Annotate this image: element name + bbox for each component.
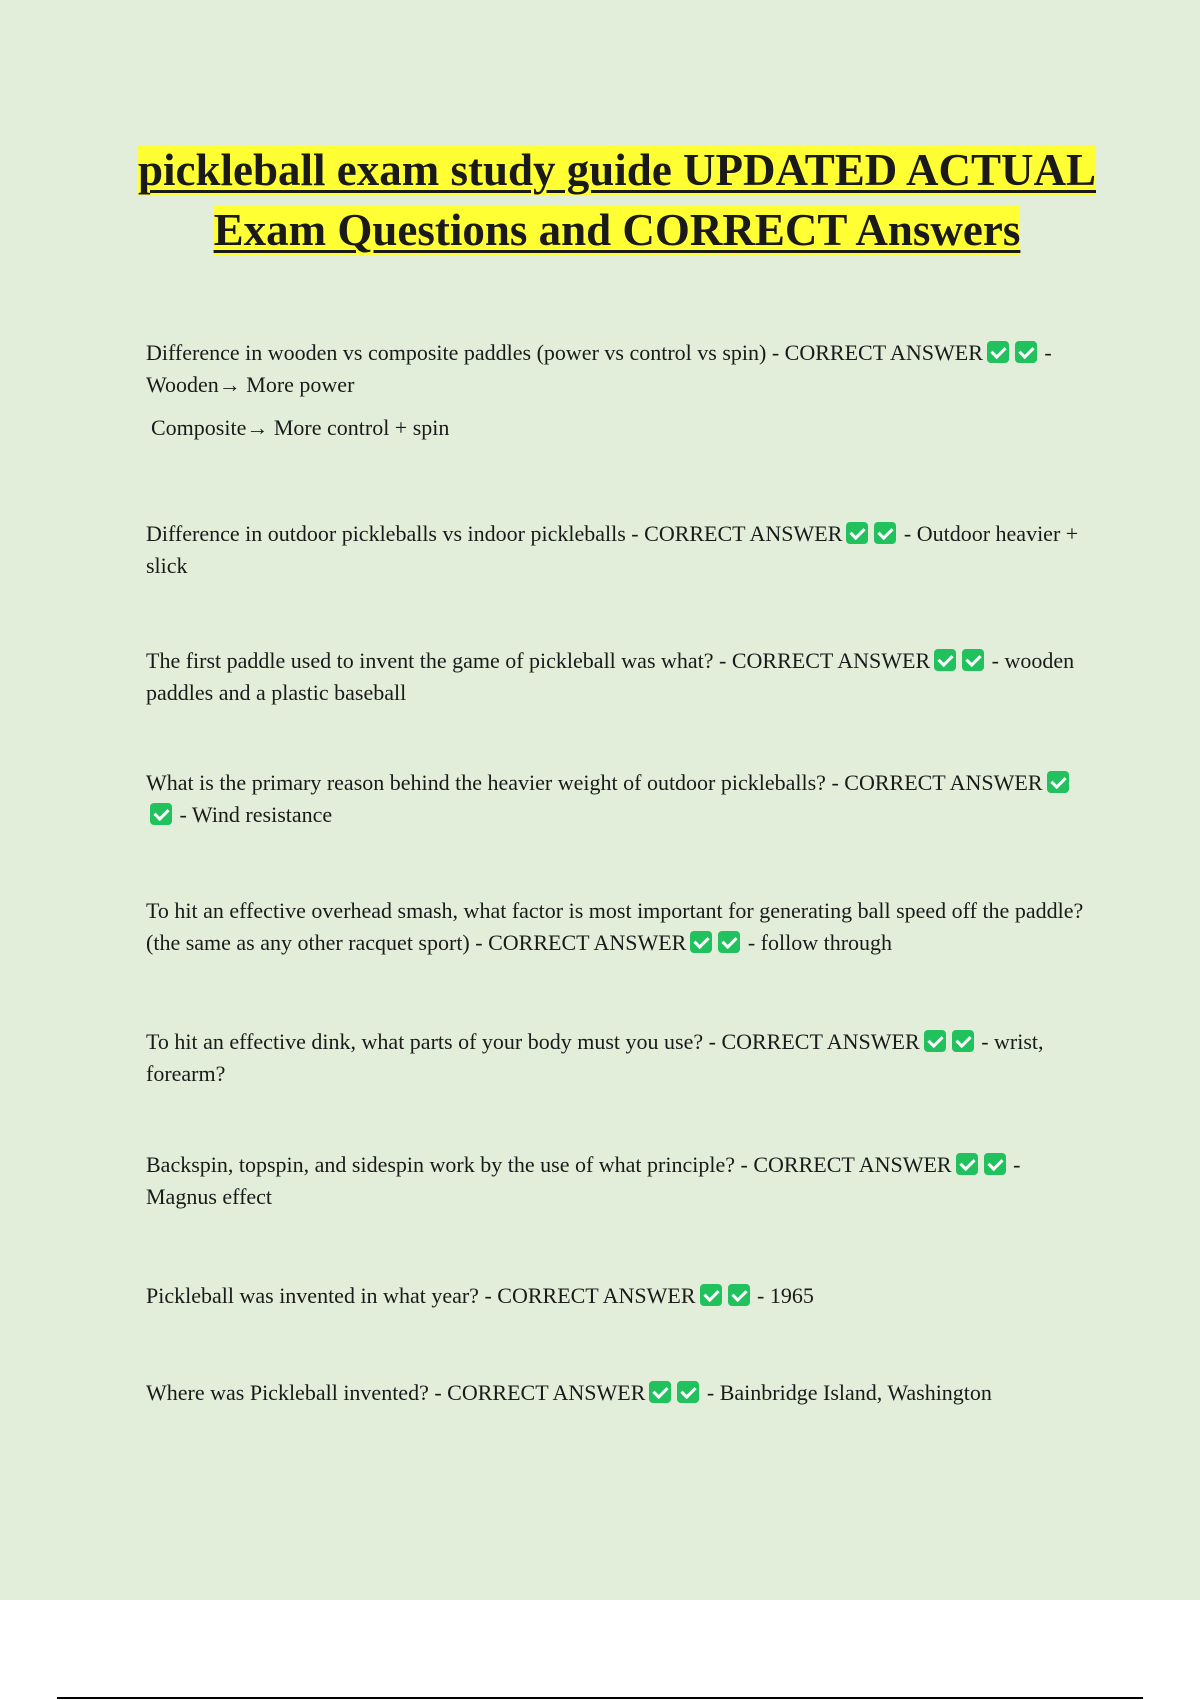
answer-marker: CORRECT ANSWER	[844, 770, 1043, 795]
question-text: What is the primary reason behind the heavier weight of outdoor pickleballs? -	[146, 770, 839, 795]
question-text: Where was Pickleball invented? -	[146, 1380, 442, 1405]
question-text: Difference in outdoor pickleballs vs indoor pickleballs -	[146, 521, 639, 546]
check-icon	[924, 1030, 946, 1052]
qa-item	[146, 1149, 1096, 1213]
check-icon	[700, 1284, 722, 1306]
question-text: Difference in wooden vs composite paddles (power vs control vs spin) -	[146, 340, 780, 365]
question-text: Pickleball was invented in what year? -	[146, 1283, 492, 1308]
answer-marker: CORRECT ANSWER	[731, 648, 931, 673]
answer-marker: CORRECT ANSWER	[488, 930, 687, 955]
check-icon	[874, 522, 896, 544]
answer-text: - Wooden→ More power	[146, 340, 1052, 397]
answer-marker: CORRECT ANSWER	[447, 1380, 646, 1405]
answer-text: - Magnus effect	[146, 1152, 1021, 1209]
answer-text: - Wind resistance	[179, 802, 333, 827]
answer-marker: CORRECT ANSWER	[644, 521, 843, 546]
answer-text: - follow through	[747, 930, 893, 955]
check-icon	[150, 803, 172, 825]
check-icon	[934, 649, 956, 671]
qa-item	[146, 645, 1096, 709]
answer-marker: CORRECT ANSWER	[753, 1152, 952, 1177]
answer-text: - Outdoor heavier + slick	[146, 521, 1079, 578]
check-icon	[649, 1381, 671, 1403]
check-icon	[952, 1030, 974, 1052]
qa-item	[146, 1280, 1096, 1312]
qa-item	[146, 337, 1096, 444]
footer-divider	[57, 1697, 1143, 1699]
check-icon	[956, 1153, 978, 1175]
answer-marker: CORRECT ANSWER	[784, 340, 983, 365]
answer-marker: CORRECT ANSWER	[721, 1029, 920, 1054]
question-text: To hit an effective overhead smash, what factor is most important for generating ball speed off the paddle? (the same as any other racquet sport) -	[146, 898, 1084, 955]
question-text: To hit an effective dink, what parts of your body must you use? -	[146, 1029, 716, 1054]
document-title	[120, 140, 1114, 260]
qa-item	[146, 1377, 1096, 1409]
qa-item	[146, 1026, 1096, 1090]
check-icon	[846, 522, 868, 544]
answer-text: - 1965	[757, 1283, 814, 1308]
answer-marker: CORRECT ANSWER	[497, 1283, 696, 1308]
answer-text: - Bainbridge Island, Washington	[706, 1380, 992, 1405]
question-text: The first paddle used to invent the game of pickleball was what? -	[146, 648, 727, 673]
answer-text: - wrist, forearm?	[146, 1029, 1044, 1086]
question-text: Backspin, topspin, and sidespin work by the use of what principle? -	[146, 1152, 748, 1177]
document-title-text: pickleball exam study guide UPDATED ACTUAL Exam Questions and CORRECT Answers	[137, 145, 1097, 255]
check-icon	[987, 341, 1009, 363]
answer-extra: Composite→ More control + spin	[151, 415, 450, 440]
check-icon	[984, 1153, 1006, 1175]
check-icon	[1015, 341, 1037, 363]
check-icon	[962, 649, 984, 671]
qa-item	[146, 895, 1096, 959]
check-icon	[677, 1381, 699, 1403]
answer-text: - wooden paddles and a plastic baseball	[146, 648, 1075, 705]
check-icon	[728, 1284, 750, 1306]
qa-item	[146, 518, 1096, 582]
check-icon	[718, 931, 740, 953]
qa-item	[146, 767, 1096, 831]
check-icon	[690, 931, 712, 953]
check-icon	[1047, 771, 1069, 793]
